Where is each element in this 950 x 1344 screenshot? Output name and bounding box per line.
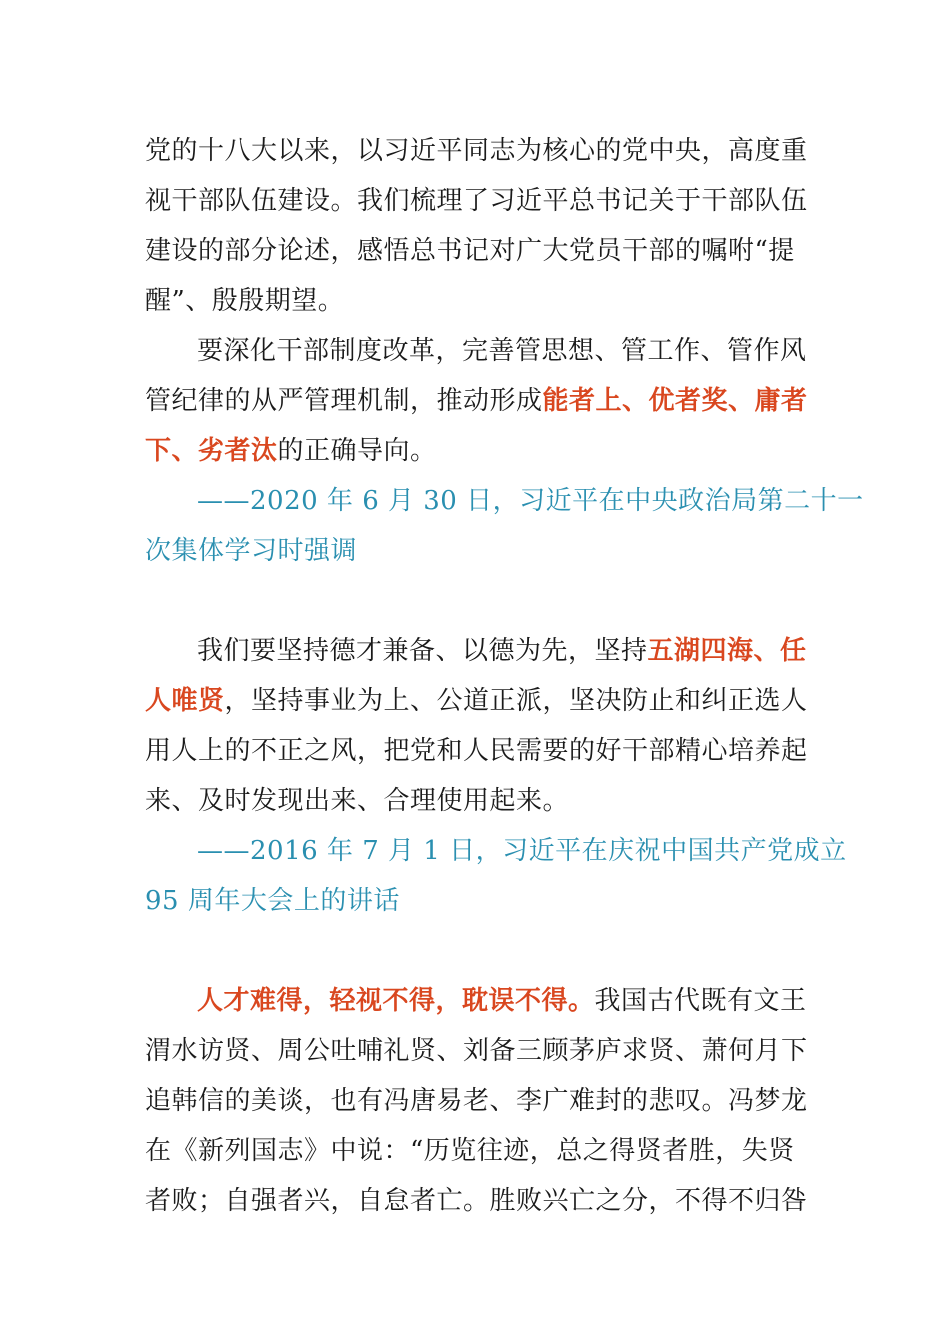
blank-line [145, 926, 810, 976]
text-line: 建设的部分论述，感悟总书记对广大党员干部的嘱咐“提 [145, 236, 795, 266]
text-span: 我国古代既有文王 [594, 986, 807, 1016]
source-citation: 次集体学习时强调 [145, 536, 358, 566]
source-citation: ——2016 年 7 月 1 日，习近平在庆祝中国共产党成立 [197, 836, 847, 866]
text-line [145, 376, 810, 426]
text-line: 党的十八大以来，以习近平同志为核心的党中央，高度重 [145, 136, 808, 166]
text-line [145, 426, 810, 476]
quote-paragraph-3 [145, 976, 810, 1226]
highlight-text: 五湖四海、任 [647, 636, 807, 666]
highlight-text: 人唯贤 [145, 686, 225, 716]
highlight-text: 能者上、优者奖、庸者 [542, 386, 808, 416]
text-line: 醒”、殷殷期望。 [145, 286, 345, 316]
text-line: 视干部队伍建设。我们梳理了习近平总书记关于干部队伍 [145, 186, 808, 216]
text-line: 者败；自强者兴，自怠者亡。胜败兴亡之分，不得不归咎 [145, 1186, 808, 1216]
text-line [145, 976, 810, 1026]
highlight-text: 下、劣者汰 [145, 436, 278, 466]
intro-paragraph [145, 126, 810, 326]
source-citation: ——2020 年 6 月 30 日，习近平在中央政治局第二十一 [197, 486, 864, 516]
quote-paragraph-2 [145, 626, 847, 926]
text-line [145, 676, 810, 726]
text-line: 要深化干部制度改革，完善管思想、管工作、管作风 [197, 336, 807, 366]
quote-paragraph-1 [145, 326, 864, 576]
text-span: ，坚持事业为上、公道正派，坚决防止和纠正选人 [224, 686, 808, 716]
text-span: 我们要坚持德才兼备、以德为先，坚持 [197, 636, 648, 666]
blank-line [145, 576, 810, 626]
text-span: 的正确导向。 [277, 436, 437, 466]
text-line: 追韩信的美谈，也有冯唐易老、李广难封的悲叹。冯梦龙 [145, 1086, 808, 1116]
text-line [145, 626, 810, 676]
text-line: 渭水访贤、周公吐哺礼贤、刘备三顾茅庐求贤、萧何月下 [145, 1036, 808, 1066]
highlight-text: 人才难得，轻视不得，耽误不得。 [197, 986, 595, 1016]
text-line: 来、及时发现出来、合理使用起来。 [145, 786, 570, 816]
text-line: 在《新列国志》中说：“历览往迹，总之得贤者胜，失贤 [145, 1136, 795, 1166]
text-span: 管纪律的从严管理机制，推动形成 [145, 386, 543, 416]
source-citation: 95 周年大会上的讲话 [145, 886, 400, 916]
text-line: 用人上的不正之风，把党和人民需要的好干部精心培养起 [145, 736, 808, 766]
